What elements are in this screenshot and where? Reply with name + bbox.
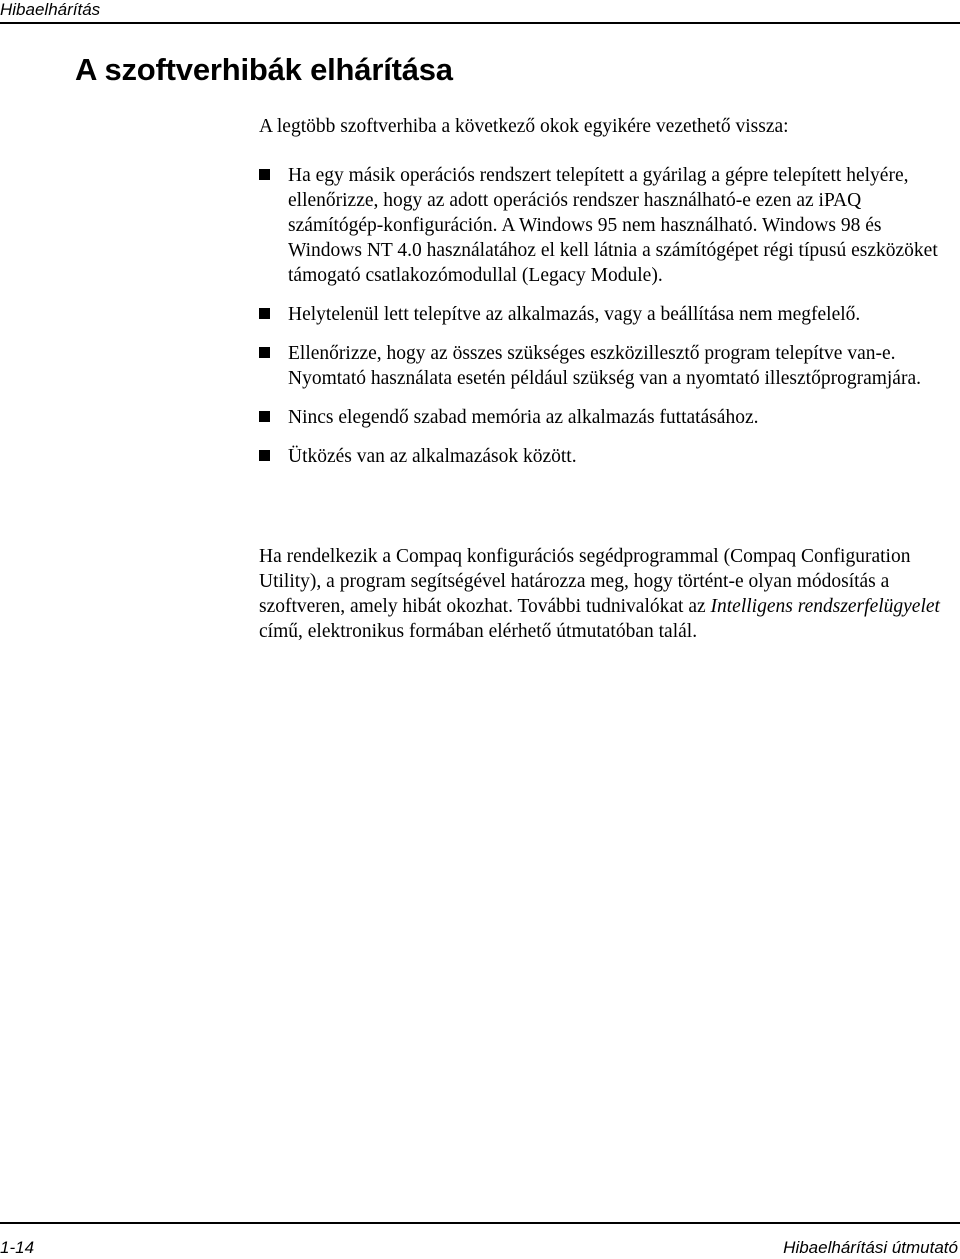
list-item <box>259 163 959 288</box>
closing-paragraph <box>259 544 959 644</box>
page-title: A szoftverhibák elhárítása <box>75 52 453 87</box>
closing-text-end: című, elektronikus formában elérhető útmutatóban talál. <box>259 621 698 642</box>
guide-reference-emphasis: Intelligens rendszerfelügyelet <box>710 596 940 617</box>
footer-rule <box>0 1222 960 1224</box>
square-bullet-icon <box>259 347 270 358</box>
header-rule <box>0 22 960 24</box>
list-item-text: Ütközés van az alkalmazások között. <box>288 446 577 467</box>
list-item-text: Ha egy másik operációs rendszert telepített a gyárilag a gépre telepített helyére, ellenőrizze, hogy az adott operációs rendszer használható-e ezen az iPAQ számítógép-konfiguráción. A Windows 95 nem használható. Windows 98 és Windows NT 4.0 használatához el kell látnia a számítógépet régi típusú eszközöket támogató csatlakozómodullal (Legacy Module). <box>288 165 938 286</box>
list-item <box>259 302 959 327</box>
list-item-text: Ellenőrizze, hogy az összes szükséges eszközillesztő program telepítve van-e. Nyomtató használata esetén például szükség van a nyomtató illesztőprogramjára. <box>288 343 921 389</box>
square-bullet-icon <box>259 411 270 422</box>
list-item <box>259 341 959 391</box>
intro-paragraph: A legtöbb szoftverhiba a következő okok egyikére vezethető vissza: <box>259 116 789 137</box>
list-item <box>259 405 959 430</box>
running-header: Hibaelhárítás <box>0 0 101 19</box>
page-number: 1-14 <box>0 1238 35 1257</box>
list-item-text: Helytelenül lett telepítve az alkalmazás, vagy a beállítása nem megfelelő. <box>288 304 861 325</box>
square-bullet-icon <box>259 450 270 461</box>
cause-list <box>259 163 959 483</box>
closing-text-start: Ha rendelkezik a Compaq konfigurációs segédprogrammal (Compaq Configuration Utility), a program segítségével határozza meg, hogy történt-e olyan módosítás a szoftveren, amely hibát okozhat. További tudnivalókat az <box>259 546 911 617</box>
square-bullet-icon <box>259 308 270 319</box>
guide-title: Hibaelhárítási útmutató <box>783 1238 958 1257</box>
list-item-text: Nincs elegendő szabad memória az alkalmazás futtatásához. <box>288 407 759 428</box>
square-bullet-icon <box>259 169 270 180</box>
list-item <box>259 444 959 469</box>
